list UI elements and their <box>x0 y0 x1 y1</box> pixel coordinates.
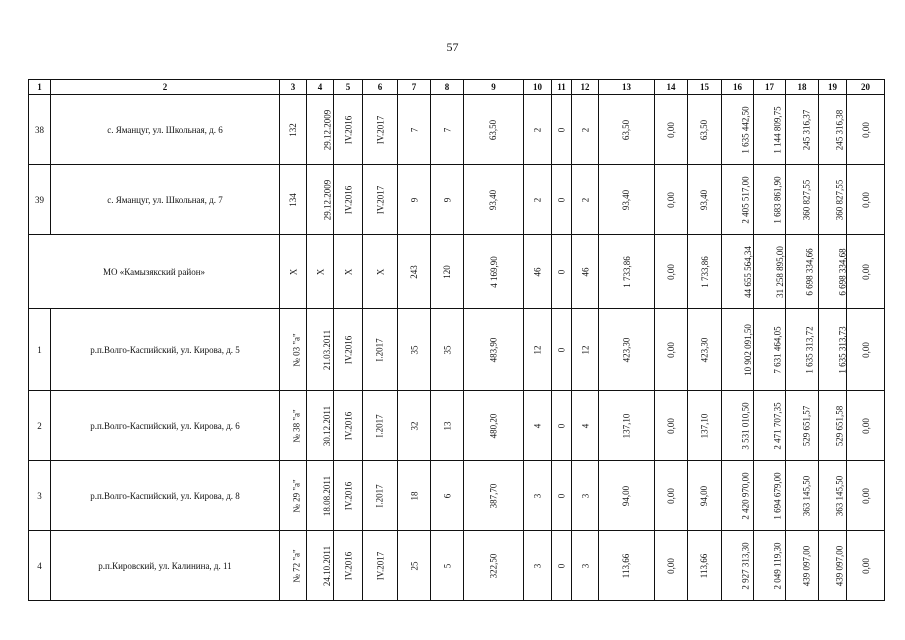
value-text: 93,40 <box>621 189 632 210</box>
value-cell <box>655 391 688 461</box>
column-number-cell: 7 <box>398 80 431 95</box>
value-cell <box>431 165 464 235</box>
value-cell <box>819 235 847 309</box>
value-text: 63,50 <box>621 119 632 140</box>
value-text: 1 635 313,73 <box>837 325 848 374</box>
value-text: 13 <box>442 421 452 430</box>
value-cell <box>722 309 754 391</box>
value-cell <box>819 95 847 165</box>
value-cell <box>599 235 655 309</box>
value-cell <box>599 531 655 601</box>
value-cell <box>398 235 431 309</box>
value-text: 3 <box>532 563 543 568</box>
value-cell <box>688 95 722 165</box>
value-cell <box>464 461 524 531</box>
value-cell <box>688 309 722 391</box>
page-number: 57 <box>446 40 459 54</box>
value-text: 0,00 <box>860 191 871 208</box>
value-text: 0,00 <box>860 121 871 138</box>
value-text: 4 <box>532 423 543 428</box>
value-text: 3 531 010,50 <box>740 401 751 450</box>
value-text: IV.2016 <box>343 115 354 144</box>
value-text: № 03 "а" <box>291 332 302 367</box>
value-text: 1 635 442,50 <box>740 105 751 154</box>
value-cell <box>572 391 599 461</box>
value-text: 2 405 517,00 <box>740 175 751 224</box>
value-cell <box>431 95 464 165</box>
value-cell <box>552 235 572 309</box>
value-text: 3 <box>580 563 590 568</box>
value-text: 0,00 <box>666 121 676 138</box>
value-text: 2 927 313,30 <box>740 541 751 590</box>
value-text: 9 <box>442 197 452 202</box>
value-text: I.2017 <box>375 337 385 362</box>
value-cell <box>307 235 334 309</box>
value-text: 30.12.2011 <box>322 405 333 446</box>
value-text: 6 698 334,68 <box>837 247 848 296</box>
value-cell <box>552 95 572 165</box>
table-row <box>29 309 885 391</box>
value-text: IV.2016 <box>343 335 354 364</box>
address-cell: р.п.Кировский, ул. Калинина, д. 11 <box>51 531 280 601</box>
value-cell <box>819 391 847 461</box>
value-cell <box>655 235 688 309</box>
value-text: 0 <box>556 563 567 568</box>
value-cell <box>363 235 398 309</box>
value-text: 0,00 <box>666 487 676 504</box>
value-cell <box>722 235 754 309</box>
row-number-cell: 38 <box>29 95 51 165</box>
value-text: 18 <box>409 491 419 500</box>
value-text: 120 <box>442 264 452 279</box>
value-text: 387,70 <box>488 483 499 508</box>
value-cell <box>572 95 599 165</box>
value-cell <box>363 391 398 461</box>
value-text: 4 169,90 <box>488 255 499 288</box>
column-number-cell: 4 <box>307 80 334 95</box>
value-text: 1 144 809,75 <box>772 105 783 154</box>
value-text: 46 <box>580 267 590 276</box>
value-cell <box>754 461 786 531</box>
value-cell <box>688 391 722 461</box>
value-cell <box>398 461 431 531</box>
value-text: 360 827,55 <box>801 179 812 220</box>
value-text: 137,10 <box>699 413 710 438</box>
value-text: 0,00 <box>666 263 676 280</box>
value-text: 2 <box>580 197 590 202</box>
value-cell <box>572 309 599 391</box>
value-text: № 38 "а" <box>291 408 302 443</box>
address-cell: р.п.Волго-Каспийский, ул. Кирова, д. 8 <box>51 461 280 531</box>
value-cell <box>307 461 334 531</box>
value-cell <box>280 461 307 531</box>
value-text: 63,50 <box>699 119 710 140</box>
value-text: 0,00 <box>666 341 676 358</box>
value-cell <box>599 95 655 165</box>
value-text: 18.08.2011 <box>322 475 333 516</box>
value-text: 245 316,37 <box>801 109 812 150</box>
column-number-cell: 9 <box>464 80 524 95</box>
value-cell <box>363 309 398 391</box>
value-cell <box>280 95 307 165</box>
value-text: 0,00 <box>860 417 871 434</box>
value-cell <box>307 95 334 165</box>
value-text: 0,00 <box>860 263 871 280</box>
value-cell <box>363 165 398 235</box>
value-cell <box>847 531 885 601</box>
value-cell <box>552 165 572 235</box>
value-cell <box>599 165 655 235</box>
value-cell <box>431 309 464 391</box>
address-cell: с. Яманцуг, ул. Школьная, д. 6 <box>51 95 280 165</box>
value-cell <box>819 461 847 531</box>
value-text: IV.2016 <box>343 185 354 214</box>
value-cell <box>572 531 599 601</box>
value-text: 46 <box>532 267 543 276</box>
value-cell <box>398 309 431 391</box>
value-text: 0,00 <box>860 557 871 574</box>
value-text: 132 <box>288 122 298 137</box>
value-text: 2 049 119,30 <box>772 542 783 589</box>
value-text: № 72 "а" <box>291 548 302 583</box>
value-text: 1 683 861,90 <box>772 175 783 224</box>
column-number-cell: 12 <box>572 80 599 95</box>
column-number-cell: 14 <box>655 80 688 95</box>
value-cell <box>334 391 363 461</box>
value-text: 29.12.2009 <box>322 109 333 150</box>
value-text: 439 097,00 <box>834 545 845 586</box>
value-text: 2 <box>580 127 590 132</box>
value-text: 363 145,50 <box>834 475 845 516</box>
value-cell <box>280 235 307 309</box>
value-cell <box>754 309 786 391</box>
value-cell <box>552 461 572 531</box>
column-number-cell: 10 <box>524 80 552 95</box>
value-text: 12 <box>532 345 543 354</box>
value-text: 7 631 464,05 <box>772 325 783 374</box>
value-cell <box>722 391 754 461</box>
value-text: I.2017 <box>375 483 385 508</box>
column-number-cell: 6 <box>363 80 398 95</box>
district-label: МО «Камызякский район» <box>29 235 280 309</box>
value-cell <box>688 165 722 235</box>
value-text: 2 420 970,00 <box>740 471 751 520</box>
value-text: 0,00 <box>666 417 676 434</box>
value-cell <box>280 391 307 461</box>
value-cell <box>280 531 307 601</box>
column-number-cell: 8 <box>431 80 464 95</box>
value-text: 1 635 313,72 <box>804 325 815 374</box>
value-cell <box>398 95 431 165</box>
value-text: 44 655 564,34 <box>742 245 753 298</box>
value-cell <box>464 235 524 309</box>
value-text: 63,50 <box>488 119 499 140</box>
value-cell <box>524 309 552 391</box>
value-text: 0 <box>556 493 567 498</box>
value-cell <box>464 531 524 601</box>
column-number-cell: 2 <box>51 80 280 95</box>
value-cell <box>363 531 398 601</box>
column-number-row <box>29 80 885 95</box>
value-cell <box>599 309 655 391</box>
value-text: 0,00 <box>860 341 871 358</box>
value-cell <box>280 165 307 235</box>
value-text: 21.03.2011 <box>322 329 333 370</box>
value-text: 94,00 <box>699 485 710 506</box>
value-cell <box>655 165 688 235</box>
address-cell: с. Яманцуг, ул. Школьная, д. 7 <box>51 165 280 235</box>
value-text: I.2017 <box>375 413 385 438</box>
column-number-cell: 16 <box>722 80 754 95</box>
value-text: 480,20 <box>488 413 499 438</box>
value-cell <box>786 531 819 601</box>
row-number-cell: 39 <box>29 165 51 235</box>
value-cell <box>754 165 786 235</box>
value-text: Х <box>375 268 385 275</box>
value-cell <box>688 235 722 309</box>
value-cell <box>786 165 819 235</box>
value-cell <box>847 235 885 309</box>
value-text: 93,40 <box>699 189 710 210</box>
value-cell <box>307 165 334 235</box>
value-cell <box>655 461 688 531</box>
value-text: 423,30 <box>699 337 710 362</box>
value-cell <box>552 309 572 391</box>
column-number-cell: 3 <box>280 80 307 95</box>
value-cell <box>524 531 552 601</box>
value-text: 2 <box>532 197 543 202</box>
value-text: 0 <box>556 127 567 132</box>
value-text: 0,00 <box>666 191 676 208</box>
value-cell <box>786 309 819 391</box>
value-cell <box>572 235 599 309</box>
value-text: 4 <box>580 423 590 428</box>
column-number-cell: 1 <box>29 80 51 95</box>
value-cell <box>655 531 688 601</box>
subtotal-row <box>29 235 885 309</box>
column-number-cell: 20 <box>847 80 885 95</box>
value-cell <box>688 531 722 601</box>
value-text: 360 827,55 <box>834 179 845 220</box>
value-cell <box>847 309 885 391</box>
value-text: IV.2016 <box>343 411 354 440</box>
value-text: 137,10 <box>621 413 632 438</box>
value-cell <box>431 391 464 461</box>
column-number-cell: 13 <box>599 80 655 95</box>
value-cell <box>722 531 754 601</box>
value-cell <box>754 391 786 461</box>
value-text: 25 <box>409 561 419 570</box>
value-text: 9 <box>409 197 419 202</box>
value-cell <box>786 235 819 309</box>
value-text: 1 733,86 <box>621 255 632 288</box>
value-text: 94,00 <box>621 485 632 506</box>
column-number-cell: 11 <box>552 80 572 95</box>
value-text: IV.2017 <box>375 115 385 144</box>
value-text: 24.10.2011 <box>322 545 333 586</box>
value-cell <box>334 531 363 601</box>
value-cell <box>307 309 334 391</box>
address-cell: р.п.Волго-Каспийский, ул. Кирова, д. 5 <box>51 309 280 391</box>
value-cell <box>280 309 307 391</box>
value-text: 322,50 <box>488 553 499 578</box>
value-text: 529 651,57 <box>801 405 812 446</box>
value-cell <box>655 95 688 165</box>
value-text: IV.2016 <box>343 481 354 510</box>
value-text: 1 694 679,00 <box>772 471 783 520</box>
value-text: 363 145,50 <box>801 475 812 516</box>
value-text: 35 <box>442 345 452 354</box>
value-text: 483,90 <box>488 337 499 362</box>
value-cell <box>524 95 552 165</box>
value-cell <box>464 391 524 461</box>
value-cell <box>599 391 655 461</box>
value-cell <box>599 461 655 531</box>
row-number-cell: 4 <box>29 531 51 601</box>
value-cell <box>819 165 847 235</box>
table-row <box>29 461 885 531</box>
value-text: 31 258 895,00 <box>774 245 785 298</box>
value-cell <box>431 235 464 309</box>
value-cell <box>688 461 722 531</box>
value-text: Х <box>288 268 298 275</box>
value-text: 113,66 <box>699 553 710 578</box>
value-text: 3 <box>532 493 543 498</box>
value-text: 245 316,38 <box>834 109 845 150</box>
column-number-cell: 19 <box>819 80 847 95</box>
value-cell <box>722 95 754 165</box>
value-text: 423,30 <box>621 337 632 362</box>
value-cell <box>847 391 885 461</box>
value-cell <box>847 461 885 531</box>
value-cell <box>524 391 552 461</box>
column-number-cell: 15 <box>688 80 722 95</box>
value-text: IV.2016 <box>343 551 354 580</box>
value-cell <box>334 309 363 391</box>
value-cell <box>754 235 786 309</box>
value-text: 10 902 091,50 <box>742 323 753 376</box>
table-row <box>29 531 885 601</box>
value-cell <box>524 235 552 309</box>
value-cell <box>464 95 524 165</box>
value-cell <box>307 531 334 601</box>
value-cell <box>363 461 398 531</box>
value-cell <box>572 461 599 531</box>
value-text: 7 <box>442 127 452 132</box>
value-cell <box>334 461 363 531</box>
row-number-cell: 2 <box>29 391 51 461</box>
value-cell <box>786 461 819 531</box>
value-cell <box>398 531 431 601</box>
value-cell <box>722 461 754 531</box>
value-cell <box>552 531 572 601</box>
value-cell <box>464 165 524 235</box>
column-number-cell: 5 <box>334 80 363 95</box>
value-cell <box>363 95 398 165</box>
value-cell <box>754 95 786 165</box>
value-cell <box>307 391 334 461</box>
value-cell <box>524 165 552 235</box>
value-text: 0,00 <box>860 487 871 504</box>
value-text: 2 <box>532 127 543 132</box>
value-text: 0 <box>556 347 567 352</box>
value-cell <box>464 309 524 391</box>
column-number-cell: 17 <box>754 80 786 95</box>
value-cell <box>786 95 819 165</box>
value-text: 6 <box>442 493 452 498</box>
value-cell <box>431 531 464 601</box>
value-text: IV.2017 <box>375 185 385 214</box>
value-cell <box>552 391 572 461</box>
value-text: 1 733,86 <box>699 255 710 288</box>
table-row <box>29 95 885 165</box>
housing-program-table <box>28 79 885 601</box>
value-text: 0 <box>556 269 567 274</box>
value-text: 3 <box>580 493 590 498</box>
value-text: 243 <box>409 264 419 279</box>
value-text: 529 651,58 <box>834 405 845 446</box>
address-cell: р.п.Волго-Каспийский, ул. Кирова, д. 6 <box>51 391 280 461</box>
value-cell <box>398 165 431 235</box>
value-text: IV.2017 <box>375 551 385 580</box>
value-cell <box>431 461 464 531</box>
value-text: 113,66 <box>621 553 632 578</box>
value-text: 93,40 <box>488 189 499 210</box>
row-number-cell: 3 <box>29 461 51 531</box>
value-cell <box>847 95 885 165</box>
value-cell <box>524 461 552 531</box>
row-number-cell: 1 <box>29 309 51 391</box>
value-cell <box>398 391 431 461</box>
column-number-cell: 18 <box>786 80 819 95</box>
value-text: 0,00 <box>666 557 676 574</box>
table-row <box>29 165 885 235</box>
value-cell <box>786 391 819 461</box>
value-text: 12 <box>580 345 590 354</box>
value-text: 32 <box>409 421 419 430</box>
value-cell <box>334 235 363 309</box>
value-text: 35 <box>409 345 419 354</box>
value-cell <box>334 95 363 165</box>
table-row <box>29 391 885 461</box>
value-cell <box>847 165 885 235</box>
value-text: 6 698 334,66 <box>804 247 815 296</box>
value-text: 0 <box>556 423 567 428</box>
value-cell <box>572 165 599 235</box>
value-text: Х <box>315 268 325 275</box>
value-cell <box>655 309 688 391</box>
value-text: 134 <box>288 192 298 207</box>
value-text: 2 471 707,35 <box>772 401 783 450</box>
value-text: 29.12.2009 <box>322 179 333 220</box>
value-cell <box>722 165 754 235</box>
value-text: 5 <box>442 563 452 568</box>
value-cell <box>334 165 363 235</box>
value-text: Х <box>343 268 353 275</box>
value-cell <box>819 531 847 601</box>
value-text: 439 097,00 <box>801 545 812 586</box>
value-text: 0 <box>556 197 567 202</box>
value-text: 7 <box>409 127 419 132</box>
value-cell <box>819 309 847 391</box>
value-cell <box>754 531 786 601</box>
value-text: № 29 "а" <box>291 478 302 513</box>
